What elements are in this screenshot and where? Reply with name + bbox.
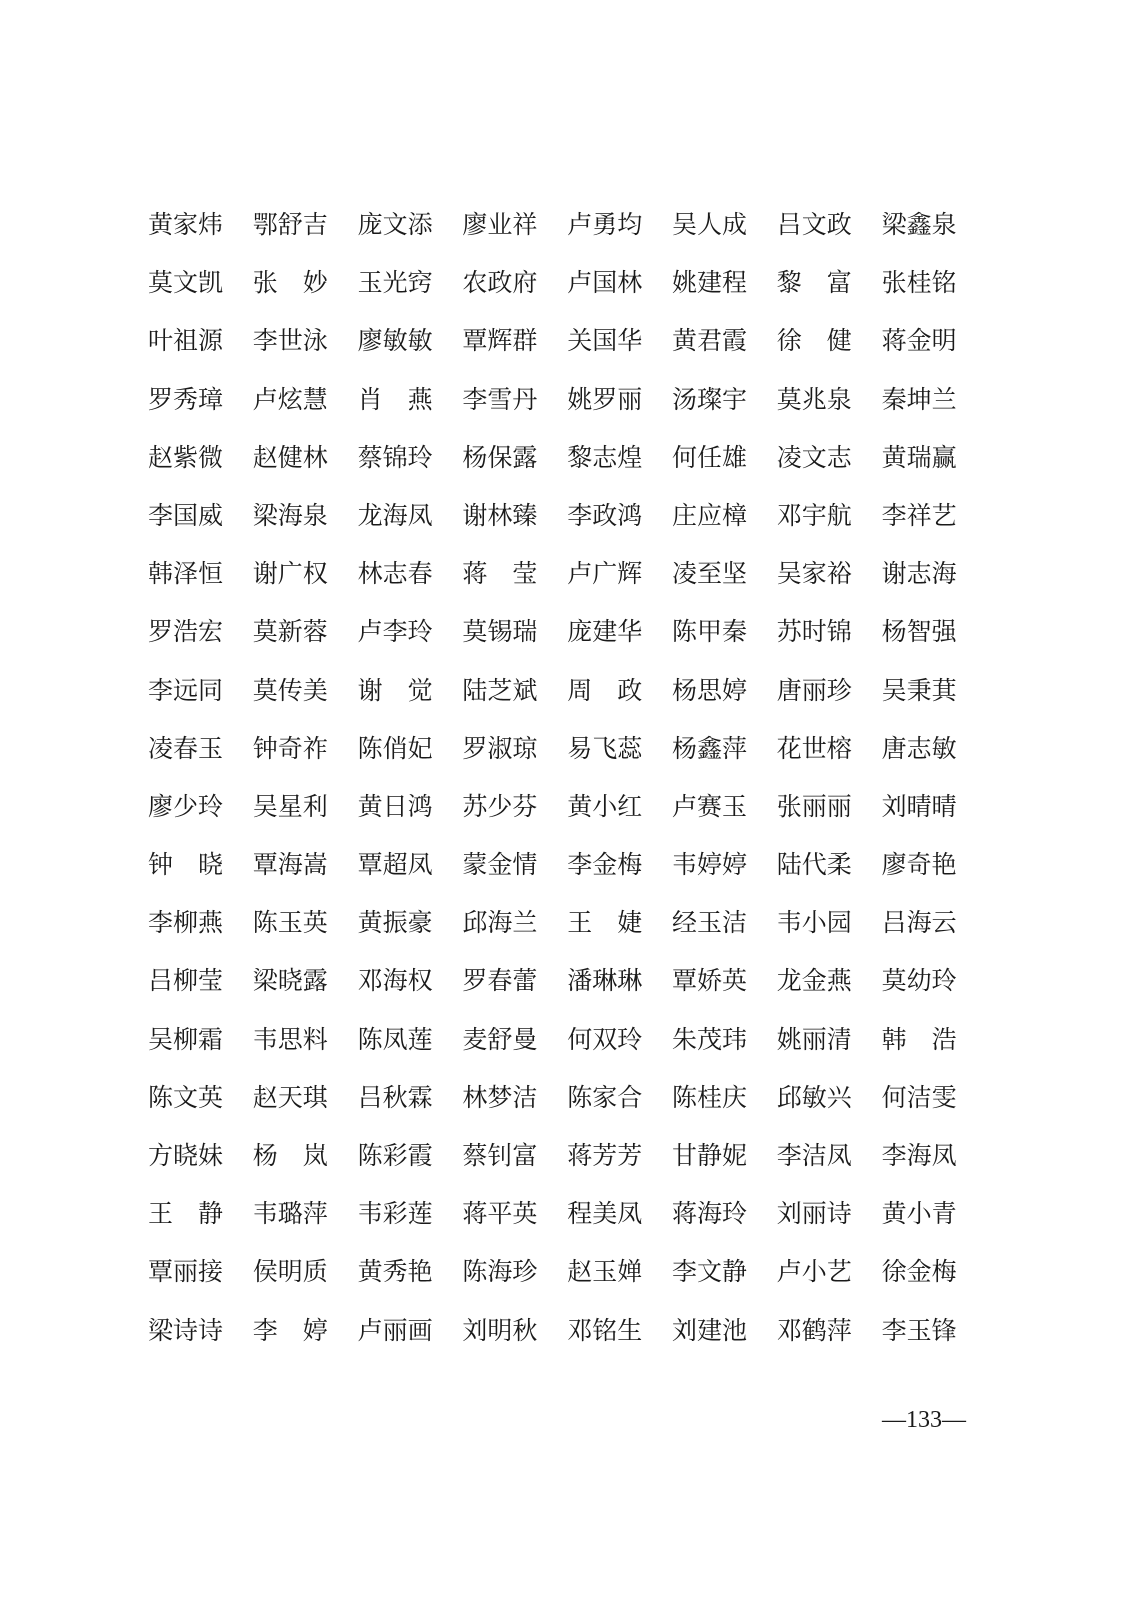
name-cell: 汤璨宇 (671, 384, 747, 414)
name-cell: 李金梅 (567, 850, 643, 880)
name-cell: 韦思料 (252, 1024, 328, 1054)
name-cell: 梁海泉 (252, 500, 328, 530)
name-cell: 韦彩莲 (357, 1199, 433, 1229)
name-cell: 韩 浩 (881, 1024, 957, 1054)
name-cell: 陈文英 (148, 1082, 224, 1112)
name-cell: 吕海云 (881, 908, 957, 938)
name-cell: 蔡钊富 (462, 1141, 538, 1170)
name-cell: 卢李玲 (357, 617, 433, 647)
name-cell: 龙海凤 (357, 500, 433, 530)
name-cell: 唐丽珍 (776, 675, 852, 705)
name-cell: 唐志敏 (881, 733, 957, 763)
name-cell: 黄君霞 (671, 326, 747, 356)
name-cell: 陈海珍 (462, 1257, 538, 1287)
name-cell: 鄂舒吉 (252, 210, 328, 239)
name-cell: 谢林臻 (462, 500, 538, 530)
name-cell: 陈玉英 (252, 908, 328, 938)
name-cell: 方晓妹 (148, 1141, 224, 1170)
name-cell: 王 静 (148, 1199, 224, 1229)
name-cell: 赵天琪 (252, 1082, 328, 1112)
name-cell: 黄秀艳 (357, 1257, 433, 1287)
name-cell: 韦小园 (776, 908, 852, 938)
name-cell: 李政鸿 (567, 500, 643, 530)
name-cell: 甘静妮 (671, 1141, 747, 1170)
name-cell: 周 政 (567, 675, 643, 705)
name-cell: 韩泽恒 (148, 559, 224, 589)
name-cell: 莫文凯 (148, 268, 224, 298)
name-cell: 梁诗诗 (148, 1315, 224, 1345)
name-cell: 麦舒曼 (462, 1024, 538, 1054)
name-cell: 陈俏妃 (357, 733, 433, 763)
name-cell: 莫兆泉 (776, 384, 852, 414)
name-cell: 卢国林 (567, 268, 643, 298)
name-cell: 卢广辉 (567, 559, 643, 589)
name-cell: 陈家合 (567, 1082, 643, 1112)
name-cell: 秦坤兰 (881, 384, 957, 414)
name-cell: 庞文添 (357, 210, 433, 239)
name-cell: 李祥艺 (881, 500, 957, 530)
name-cell: 蒋海玲 (671, 1199, 747, 1229)
name-cell: 吕文政 (776, 210, 852, 239)
name-cell: 钟 晓 (148, 850, 224, 880)
name-cell: 陆代柔 (776, 850, 852, 880)
name-cell: 侯明质 (252, 1257, 328, 1287)
name-cell: 李海凤 (881, 1141, 957, 1170)
name-cell: 罗秀璋 (148, 384, 224, 414)
name-cell: 吴柳霜 (148, 1024, 224, 1054)
name-cell: 杨 岚 (252, 1141, 328, 1170)
name-cell: 张 妙 (252, 268, 328, 298)
name-cell: 赵健林 (252, 442, 328, 472)
name-cell: 罗浩宏 (148, 617, 224, 647)
name-cell: 黄小红 (567, 791, 643, 821)
name-cell: 何任雄 (671, 442, 747, 472)
name-cell: 黄家炜 (148, 210, 224, 239)
name-cell: 卢勇均 (567, 210, 643, 239)
name-cell: 李远同 (148, 675, 224, 705)
name-cell: 罗淑琼 (462, 733, 538, 763)
name-cell: 何洁雯 (881, 1082, 957, 1112)
name-cell: 廖敏敏 (357, 326, 433, 356)
name-cell: 林梦洁 (462, 1082, 538, 1112)
name-cell: 卢小艺 (776, 1257, 852, 1287)
name-cell: 吴人成 (671, 210, 747, 239)
name-cell: 邓海权 (357, 966, 433, 996)
name-cell: 农政府 (462, 268, 538, 298)
name-cell: 何双玲 (567, 1024, 643, 1054)
name-cell: 朱茂玮 (671, 1024, 747, 1054)
name-cell: 李文静 (671, 1257, 747, 1287)
name-cell: 廖业祥 (462, 210, 538, 239)
name-cell: 黎 富 (776, 268, 852, 298)
name-cell: 覃超凤 (357, 850, 433, 880)
name-cell: 张丽丽 (776, 791, 852, 821)
name-cell: 叶祖源 (148, 326, 224, 356)
name-cell: 龙金燕 (776, 966, 852, 996)
name-cell: 蔡锦玲 (357, 442, 433, 472)
name-cell: 苏少芬 (462, 791, 538, 821)
name-cell: 黄振豪 (357, 908, 433, 938)
name-cell: 王 婕 (567, 908, 643, 938)
name-cell: 赵紫微 (148, 442, 224, 472)
name-cell: 陈桂庆 (671, 1082, 747, 1112)
name-cell: 吴家裕 (776, 559, 852, 589)
name-cell: 梁晓露 (252, 966, 328, 996)
name-cell: 陈甲秦 (671, 617, 747, 647)
name-cell: 关国华 (567, 326, 643, 356)
name-cell: 邓铭生 (567, 1315, 643, 1345)
name-cell: 吕秋霖 (357, 1082, 433, 1112)
name-cell: 钟奇祚 (252, 733, 328, 763)
name-cell: 李 婷 (252, 1315, 328, 1345)
name-cell: 黄瑞赢 (881, 442, 957, 472)
name-cell: 覃海嵩 (252, 850, 328, 880)
name-cell: 莫新蓉 (252, 617, 328, 647)
name-cell: 李洁凤 (776, 1141, 852, 1170)
name-cell: 黄日鸿 (357, 791, 433, 821)
name-cell: 刘丽诗 (776, 1199, 852, 1229)
name-cell: 杨思婷 (671, 675, 747, 705)
name-cell: 韦婷婷 (671, 850, 747, 880)
name-cell: 姚建程 (671, 268, 747, 298)
name-cell: 刘晴晴 (881, 791, 957, 821)
name-cell: 杨鑫萍 (671, 733, 747, 763)
name-cell: 吴秉萁 (881, 675, 957, 705)
name-cell: 莫幼玲 (881, 966, 957, 996)
name-cell: 邓鹤萍 (776, 1315, 852, 1345)
name-cell: 刘明秋 (462, 1315, 538, 1345)
name-cell: 卢丽画 (357, 1315, 433, 1345)
name-cell: 程美凤 (567, 1199, 643, 1229)
name-cell: 邱海兰 (462, 908, 538, 938)
name-cell: 莫锡瑞 (462, 617, 538, 647)
page-number: —133— (882, 1407, 966, 1433)
name-cell: 卢赛玉 (671, 791, 747, 821)
name-cell: 花世榕 (776, 733, 852, 763)
name-cell: 覃辉群 (462, 326, 538, 356)
name-cell: 经玉洁 (671, 908, 747, 938)
name-cell: 谢志海 (881, 559, 957, 589)
name-cell: 蒋金明 (881, 326, 957, 356)
name-cell: 谢 觉 (357, 675, 433, 705)
name-cell: 蒋平英 (462, 1199, 538, 1229)
name-cell: 李柳燕 (148, 908, 224, 938)
name-cell: 庄应樟 (671, 500, 747, 530)
name-cell: 吕柳莹 (148, 966, 224, 996)
name-cell: 黎志煌 (567, 442, 643, 472)
name-cell: 苏时锦 (776, 617, 852, 647)
name-cell: 邓宇航 (776, 500, 852, 530)
name-cell: 赵玉婵 (567, 1257, 643, 1287)
name-cell: 吴星利 (252, 791, 328, 821)
name-cell: 邱敏兴 (776, 1082, 852, 1112)
name-list-grid (148, 196, 968, 1360)
name-cell: 李玉锋 (881, 1315, 957, 1345)
name-cell: 杨保露 (462, 442, 538, 472)
name-cell: 蒙金情 (462, 850, 538, 880)
name-cell: 刘建池 (671, 1315, 747, 1345)
name-cell: 梁鑫泉 (881, 210, 957, 239)
name-cell: 卢炫慧 (252, 384, 328, 414)
name-cell: 凌至坚 (671, 559, 747, 589)
name-cell: 蒋 莹 (462, 559, 538, 589)
name-cell: 廖少玲 (148, 791, 224, 821)
name-cell: 张桂铭 (881, 268, 957, 298)
name-cell: 谢广权 (252, 559, 328, 589)
name-cell: 陆芝斌 (462, 675, 538, 705)
name-cell: 李世泳 (252, 326, 328, 356)
name-cell: 覃娇英 (671, 966, 747, 996)
name-cell: 姚丽清 (776, 1024, 852, 1054)
name-cell: 肖 燕 (357, 384, 433, 414)
name-cell: 凌文志 (776, 442, 852, 472)
name-cell: 林志春 (357, 559, 433, 589)
name-cell: 杨智强 (881, 617, 957, 647)
name-cell: 罗春蕾 (462, 966, 538, 996)
name-cell: 李雪丹 (462, 384, 538, 414)
name-cell: 庞建华 (567, 617, 643, 647)
name-cell: 徐 健 (776, 326, 852, 356)
name-cell: 覃丽接 (148, 1257, 224, 1287)
name-cell: 玉光窍 (357, 268, 433, 298)
name-cell: 廖奇艳 (881, 850, 957, 880)
name-cell: 黄小青 (881, 1199, 957, 1229)
name-cell: 李国威 (148, 500, 224, 530)
name-cell: 凌春玉 (148, 733, 224, 763)
name-cell: 姚罗丽 (567, 384, 643, 414)
name-cell: 莫传美 (252, 675, 328, 705)
name-cell: 陈彩霞 (357, 1141, 433, 1170)
name-cell: 蒋芳芳 (567, 1141, 643, 1170)
name-cell: 陈凤莲 (357, 1024, 433, 1054)
name-cell: 潘琳琳 (567, 966, 643, 996)
name-cell: 徐金梅 (881, 1257, 957, 1287)
name-cell: 韦璐萍 (252, 1199, 328, 1229)
name-cell: 易飞蕊 (567, 733, 643, 763)
